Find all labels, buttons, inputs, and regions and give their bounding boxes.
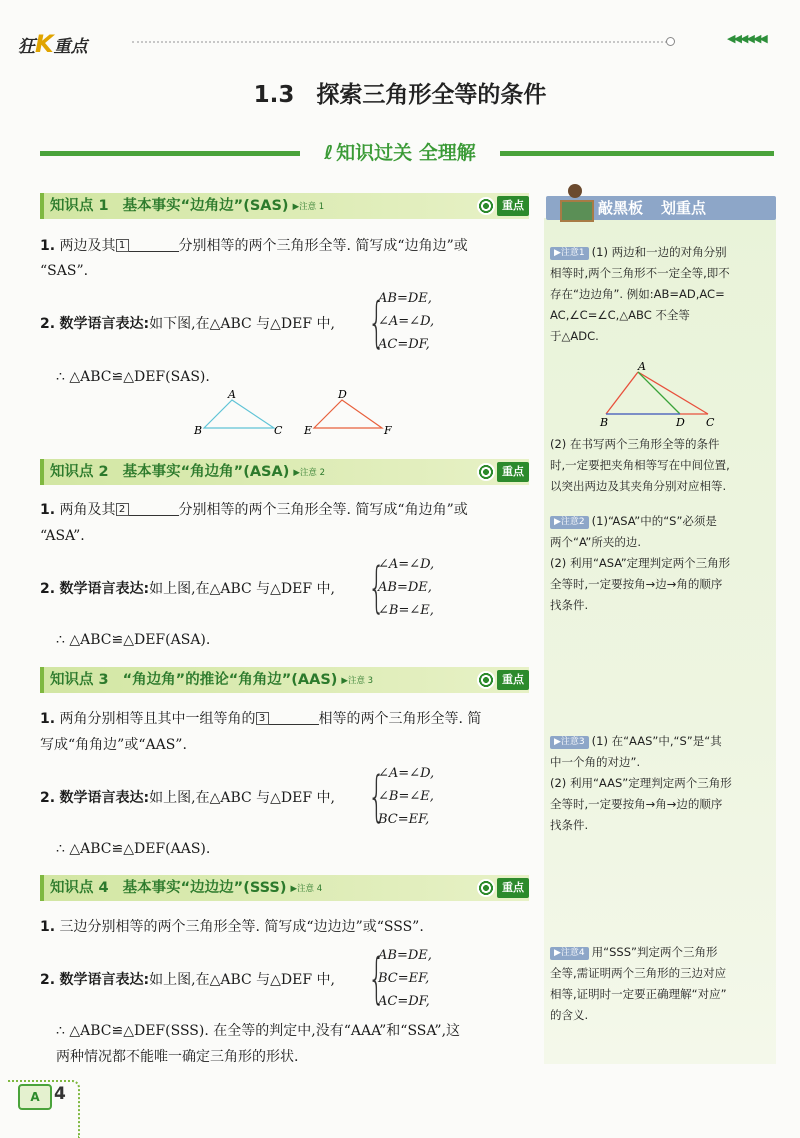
key-badge: 重点 [497, 670, 529, 690]
brace: { [368, 947, 386, 1010]
note-line: 中一个角的对边”. [550, 755, 641, 769]
item-num: 1. [40, 502, 56, 518]
condition: AB=DE, [378, 948, 432, 963]
vertex-d: D [338, 388, 347, 401]
vertex-e: E [304, 424, 313, 437]
note-line: 相等,证明时一定要正确理解“对应” [550, 987, 727, 1001]
header-arrows-icon: ◀◀◀◀◀◀ [727, 32, 766, 45]
vertex-f: F [384, 424, 392, 437]
note-line: 以突出两边及其夹角分别对应相等. [550, 479, 727, 493]
note-link[interactable]: ▶注意 3 [341, 676, 374, 686]
note-line: (1) 两边和一边的对角分别 [591, 245, 727, 259]
note-link[interactable]: ▶注意 4 [290, 884, 323, 894]
answer-blank[interactable] [129, 237, 179, 252]
target-icon [477, 197, 495, 215]
note-line: (2) 利用“ASA”定理判定两个三角形 [550, 556, 731, 570]
vertex-b: B [600, 416, 609, 429]
note-line: 全等时,一定要按角→边→角的顺序 [550, 577, 723, 591]
vertex-c: C [274, 424, 283, 437]
key-badge: 重点 [497, 878, 529, 898]
blackboard-icon [560, 200, 594, 222]
kp-label: 知识点 3 [50, 672, 109, 688]
condition: BC=EF, [378, 971, 430, 986]
item-num: 1. [40, 238, 56, 254]
item-num: 1. [40, 711, 56, 727]
kp-title: 基本事实“角边角”(ASA) [122, 464, 290, 480]
conditions-4 [378, 944, 432, 1013]
target-icon [477, 463, 495, 481]
s2-p2 [40, 576, 335, 602]
blank-number: 1 [116, 239, 129, 252]
header-line-end [666, 37, 675, 46]
section-header-1 [40, 193, 529, 219]
note-link[interactable]: ▶注意 2 [293, 468, 325, 478]
condition: AB=DE, [378, 580, 432, 595]
s4-conclusion: ∴ △ABC≌△DEF(SSS). 在全等的判定中,没有“AAA”和“SSA”,这 [56, 1023, 461, 1039]
s3-p1-cont: 写成“角角边”或“AAS”. [40, 737, 187, 753]
math-label: 数学语言表达: [59, 972, 150, 988]
key-badge: 重点 [497, 196, 529, 216]
text: 如下图,在△ABC 与△DEF 中, [149, 316, 335, 332]
math-label: 数学语言表达: [59, 790, 150, 806]
section-header-3 [40, 667, 529, 693]
section-title: 探索三角形全等的条件 [316, 82, 547, 108]
note-tag: ▶注意2 [550, 516, 589, 529]
s2-p1 [40, 497, 530, 523]
note-line: (1)“ASA”中的“S”必须是 [591, 514, 717, 528]
note-tag: ▶注意3 [550, 736, 589, 749]
answer-blank[interactable] [269, 710, 319, 725]
s2-conclusion: ∴ △ABC≌△DEF(ASA). [56, 632, 211, 648]
target-icon [477, 879, 495, 897]
note-line: 全等时,一定要按角→角→边的顺序 [550, 797, 723, 811]
text: 如上图,在△ABC 与△DEF 中, [149, 972, 335, 988]
sidebar-triangle-figure [592, 360, 724, 432]
triangle-abc [204, 400, 274, 428]
s4-conclusion-2: 两种情况都不能唯一确定三角形的形状. [56, 1049, 299, 1065]
conditions-2 [378, 553, 434, 622]
kp-title: 基本事实“边角边”(SAS) [122, 198, 289, 214]
math-label: 数学语言表达: [59, 581, 150, 597]
note-tag: ▶注意1 [550, 247, 589, 260]
item-num: 2. [40, 972, 56, 988]
note-line: (2) 利用“AAS”定理判定两个三角形 [550, 776, 732, 790]
item-num: 2. [40, 790, 56, 806]
page-title [0, 76, 800, 109]
note-line: 相等时,两个三角形不一定全等,即不 [550, 266, 730, 280]
brace: { [368, 291, 386, 354]
banner [300, 138, 500, 168]
vertex-b: B [194, 424, 203, 437]
section-header-2 [40, 459, 529, 485]
brand-right: 重点 [53, 37, 88, 57]
s1-p2 [40, 311, 335, 337]
item-num: 2. [40, 316, 56, 332]
text: 两边及其 [59, 238, 116, 254]
condition: BC=EF, [378, 812, 430, 827]
vertex-c: C [706, 416, 715, 429]
kp-label: 知识点 4 [50, 880, 109, 896]
note-line: 用“SSS”判定两个三角形 [591, 945, 718, 959]
note-line: 找条件. [550, 598, 589, 612]
s1-p1-cont: “SAS”. [40, 263, 89, 279]
vertex-a: A [638, 360, 646, 373]
note-tag: ▶注意4 [550, 947, 589, 960]
sidebar-head-b: 划重点 [661, 199, 707, 217]
note-line: AC,∠C=∠C,△ABC 不全等 [550, 308, 690, 322]
note-line: 于△ADC. [550, 329, 599, 343]
swirl-icon: ℓ [324, 142, 334, 164]
note-line: 两个“A”所夹的边. [550, 535, 642, 549]
text: 三边分别相等的两个三角形全等. 简写成“边边边”或“SSS”. [59, 919, 424, 935]
s4-p2 [40, 967, 335, 993]
text: 如上图,在△ABC 与△DEF 中, [149, 790, 335, 806]
condition: ∠A=∠D, [378, 766, 435, 781]
compass-icon: A [18, 1084, 52, 1110]
section-number: 1.3 [253, 82, 295, 108]
header-dotted-line [132, 41, 667, 43]
note-line: 全等,需证明两个三角形的三边对应 [550, 966, 727, 980]
condition: ∠A=∠D, [378, 314, 435, 329]
brace: { [368, 765, 386, 828]
section-header-4 [40, 875, 529, 901]
s3-p2 [40, 785, 335, 811]
brand-left: 狂 [18, 37, 35, 57]
condition: AC=DF, [378, 337, 430, 352]
condition: ∠A=∠D, [378, 557, 435, 572]
triangle-figure [190, 388, 400, 440]
sidebar-note-1b [550, 434, 772, 497]
text: 分别相等的两个三角形全等. 简写成“边角边”或 [178, 238, 468, 254]
answer-blank[interactable] [129, 501, 179, 516]
brace: { [368, 556, 386, 619]
s3-p1 [40, 706, 530, 732]
target-icon [477, 671, 495, 689]
key-badge: 重点 [497, 462, 529, 482]
conditions-1 [378, 287, 434, 356]
item-num: 2. [40, 581, 56, 597]
item-num: 1. [40, 919, 56, 935]
vertex-d: D [676, 416, 685, 429]
blank-number: 2 [116, 503, 129, 516]
kp-label: 知识点 2 [50, 464, 109, 480]
s2-p1-cont: “ASA”. [40, 528, 85, 544]
triangle-def [314, 400, 382, 428]
banner-line-right [498, 151, 774, 156]
sidebar-note-3 [550, 731, 772, 836]
condition: ∠B=∠E, [378, 789, 434, 804]
note-link[interactable]: ▶注意 1 [292, 202, 325, 212]
text: 相等的两个三角形全等. 简 [318, 711, 482, 727]
note-line: 找条件. [550, 818, 589, 832]
banner-line-left [40, 151, 302, 156]
note-line: (2) 在书写两个三角形全等的条件 [550, 437, 720, 451]
s1-conclusion: ∴ △ABC≌△DEF(SAS). [56, 369, 210, 385]
note-line: 时,一定要把夹角相等写在中间位置, [550, 458, 730, 472]
text: 分别相等的两个三角形全等. 简写成“角边角”或 [178, 502, 468, 518]
s4-p1 [40, 914, 530, 940]
s3-conclusion: ∴ △ABC≌△DEF(AAS). [56, 841, 211, 857]
vertex-a: A [228, 388, 236, 401]
sidebar-head-a: 敲黑板 [598, 199, 644, 217]
s1-p1 [40, 233, 530, 259]
condition: AC=DF, [378, 994, 430, 1009]
banner-text: 知识过关 全理解 [336, 142, 476, 164]
note-line: 存在“边边角”. 例如:AB=AD,AC= [550, 287, 725, 301]
sidebar-note-1 [550, 242, 772, 347]
blank-number: 3 [256, 712, 269, 725]
text: 两角分别相等且其中一组等角的 [59, 711, 256, 727]
math-label: 数学语言表达: [59, 316, 150, 332]
kp-title: “角边角”的推论“角角边”(AAS) [122, 672, 338, 688]
teacher-icon [568, 184, 582, 198]
kp-label: 知识点 1 [50, 198, 109, 214]
sidebar-note-4 [550, 942, 772, 1026]
text: 如上图,在△ABC 与△DEF 中, [149, 581, 335, 597]
page-number: 4 [54, 1084, 66, 1104]
kp-title: 基本事实“边边边”(SSS) [122, 880, 287, 896]
brand-logo [18, 30, 88, 58]
text: 两角及其 [59, 502, 116, 518]
condition: ∠B=∠E, [378, 603, 434, 618]
brand-k: K [35, 30, 54, 58]
note-line: 的含义. [550, 1008, 589, 1022]
note-line: (1) 在“AAS”中,“S”是“其 [591, 734, 722, 748]
condition: AB=DE, [378, 291, 432, 306]
conditions-3 [378, 762, 434, 831]
sidebar-note-2 [550, 511, 772, 616]
